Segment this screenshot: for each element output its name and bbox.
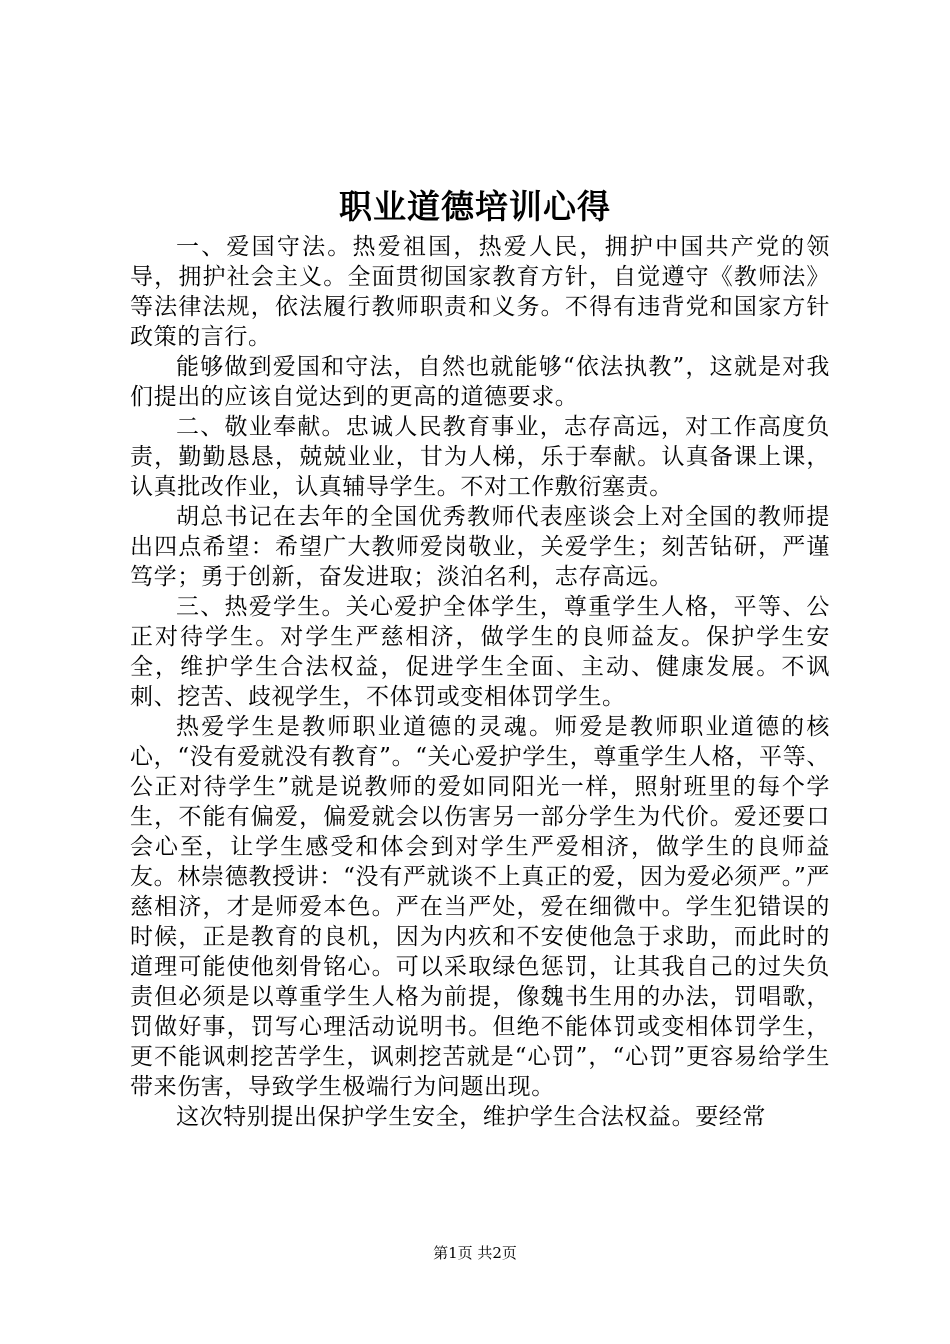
- document-body: [130, 232, 830, 1132]
- paragraph: 二、敬业奉献。忠诚人民教育事业，志存高远，对工作高度负责，勤勤恳恳，兢兢业业，甘为人梯，乐于奉献。认真备课上课，认真批改作业，认真辅导学生。不对工作敷衍塞责。: [130, 414, 830, 500]
- paragraph: 一、爱国守法。热爱祖国，热爱人民，拥护中国共产党的领导，拥护社会主义。全面贯彻国家教育方针，自觉遵守《教师法》等法律法规，依法履行教师职责和义务。不得有违背党和国家方针政策的言行。: [130, 234, 830, 350]
- paragraph: 能够做到爱国和守法，自然也就能够“依法执教”，这就是对我们提出的应该自觉达到的更高的道德要求。: [130, 354, 830, 410]
- paragraph: 胡总书记在去年的全国优秀教师代表座谈会上对全国的教师提出四点希望：希望广大教师爱岗敬业，关爱学生；刻苦钻研，严谨笃学；勇于创新，奋发进取；淡泊名利，志存高远。: [130, 504, 830, 590]
- page-footer: 第1页 共2页: [433, 1244, 517, 1262]
- paragraph: 三、热爱学生。关心爱护全体学生，尊重学生人格，平等、公正对待学生。对学生严慈相济，做学生的良师益友。保护学生安全，维护学生合法权益，促进学生全面、主动、健康发展。不讽刺、挖苦、歧视学生，不体罚或变相体罚学生。: [130, 594, 830, 710]
- document-title: 职业道德培训心得: [339, 187, 611, 226]
- paragraph: 热爱学生是教师职业道德的灵魂。师爱是教师职业道德的核心，“没有爱就没有教育”。“关心爱护学生，尊重学生人格，平等、公正对待学生”就是说教师的爱如同阳光一样，照射班里的每个学生，不能有偏爱，偏爱就会以伤害另一部分学生为代价。爱还要口会心至，让学生感受和体会到对学生严爱相济，做学生的良师益友。林崇德教授讲：“没有严就谈不上真正的爱，因为爱必须严。”严慈相济，才是师爱本色。严在当严处，爱在细微中。学生犯错误的时候，正是教育的良机，因为内疚和不安使他急于求助，而此时的道理可能使他刻骨铭心。可以采取绿色惩罚，让其我自己的过失负责但必须是以尊重学生人格为前提，像魏书生用的办法，罚唱歌，罚做好事，罚写心理活动说明书。但绝不能体罚或变相体罚学生，更不能讽刺挖苦学生，讽刺挖苦就是“心罚”，“心罚”更容易给学生带来伤害，导致学生极端行为问题出现。: [130, 714, 830, 1100]
- paragraph: 这次特别提出保护学生安全，维护学生合法权益。要经常: [176, 1104, 766, 1130]
